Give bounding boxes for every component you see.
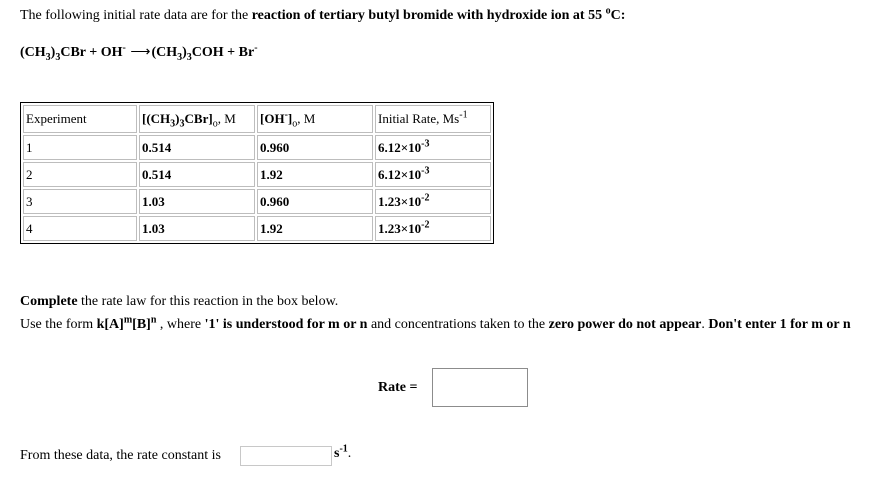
header-text: CBr] (184, 111, 213, 126)
cell-rate (375, 135, 491, 160)
reactant-text: ) (50, 45, 56, 60)
cell-experiment: 3 (23, 189, 137, 214)
subscript: o (212, 118, 218, 130)
rate-constant-label: From these data, the rate constant is (20, 448, 221, 463)
unit-text: s (334, 446, 340, 461)
rate-mantissa: 6.12×10 (378, 166, 422, 182)
subscript: o (292, 118, 298, 130)
reactant-text: (CH (20, 45, 46, 60)
form-text: . (701, 317, 709, 332)
cell-tbutyl-bromide: 0.514 (139, 162, 255, 187)
form-bold: '1' is understood for m or n (204, 317, 368, 332)
rate-data-table (20, 102, 494, 244)
form-bold: zero power do not appear (548, 317, 702, 332)
rate-constant-unit (334, 443, 352, 462)
header-text: [(CH (142, 111, 171, 126)
rate-exponent: -3 (421, 138, 430, 150)
rate-exponent: -3 (421, 165, 430, 177)
rate-mantissa: 1.23×10 (378, 193, 422, 209)
header-hydroxide (257, 105, 373, 133)
cell-rate (375, 216, 491, 241)
reaction-arrow-icon: ⟶ (130, 45, 151, 60)
complete-bold: Complete (20, 294, 78, 309)
header-text: ) (175, 111, 180, 126)
subscript: 3 (55, 51, 61, 63)
subscript: 3 (177, 51, 183, 63)
cell-rate (375, 189, 491, 214)
header-text: ] (287, 111, 293, 126)
header-text: , M (217, 111, 236, 126)
cell-experiment: 2 (23, 162, 137, 187)
form-text: Use the form (20, 317, 97, 332)
complete-text: the rate law for this reaction in the box below. (77, 294, 339, 309)
header-experiment: Experiment (23, 105, 137, 133)
intro-text (20, 5, 626, 24)
cell-tbutyl-bromide: 0.514 (139, 135, 255, 160)
intro-text-plain: The following initial rate data are for the (20, 8, 252, 23)
header-text: , M (297, 111, 316, 126)
rate-exponent: -2 (421, 219, 430, 231)
cell-hydroxide: 1.92 (257, 216, 373, 241)
header-initial-rate (375, 105, 491, 133)
rate-law-input[interactable] (432, 368, 528, 407)
form-bold: k[A] (96, 317, 124, 332)
subscript: 3 (170, 118, 176, 130)
cell-hydroxide: 0.960 (257, 135, 373, 160)
cell-rate (375, 162, 491, 187)
cell-experiment: 1 (23, 135, 137, 160)
subscript: 3 (45, 51, 51, 63)
rate-constant-input[interactable] (240, 446, 332, 466)
subscript: 3 (179, 118, 185, 130)
reaction-equation (20, 44, 258, 61)
rate-mantissa: 1.23×10 (378, 220, 422, 236)
reactant-text: CBr + OH (60, 45, 123, 60)
unit-exponent: -1 (339, 443, 348, 455)
header-tbutyl-bromide (139, 105, 255, 133)
table-row (23, 216, 491, 241)
superscript: - (122, 42, 126, 54)
product-text: COH + Br (191, 45, 255, 60)
intro-unit: C: (610, 8, 626, 23)
table-row (23, 189, 491, 214)
product-text: (CH (151, 45, 178, 60)
form-bold: Don't enter 1 for m or n (708, 317, 851, 332)
unit-text: . (347, 446, 352, 461)
header-text: [OH (260, 111, 285, 126)
intro-text-bold: reaction of tertiary butyl bromide with hydroxide ion at 55 (251, 8, 606, 23)
cell-experiment: 4 (23, 216, 137, 241)
cell-tbutyl-bromide: 1.03 (139, 189, 255, 214)
cell-hydroxide: 1.92 (257, 162, 373, 187)
form-text: and concentrations taken to the (367, 317, 549, 332)
table-row (23, 162, 491, 187)
rate-exponent: -2 (421, 192, 430, 204)
table-row (23, 135, 491, 160)
superscript: - (284, 109, 288, 121)
form-instruction (20, 316, 890, 333)
superscript: - (254, 42, 258, 54)
form-bold: [B] (132, 317, 151, 332)
form-exponent-m: m (123, 314, 133, 326)
table-header-row (23, 105, 491, 133)
rate-mantissa: 6.12×10 (378, 139, 422, 155)
form-text: , where (156, 317, 205, 332)
product-text: ) (182, 45, 187, 60)
complete-instruction (20, 294, 338, 310)
degree-symbol: o (605, 5, 611, 17)
subscript: 3 (186, 51, 192, 63)
header-text: Initial Rate, Ms (378, 111, 460, 126)
cell-tbutyl-bromide: 1.03 (139, 216, 255, 241)
superscript: -1 (459, 109, 468, 121)
form-exponent-n: n (150, 314, 157, 326)
cell-hydroxide: 0.960 (257, 189, 373, 214)
rate-label: Rate = (378, 380, 418, 395)
